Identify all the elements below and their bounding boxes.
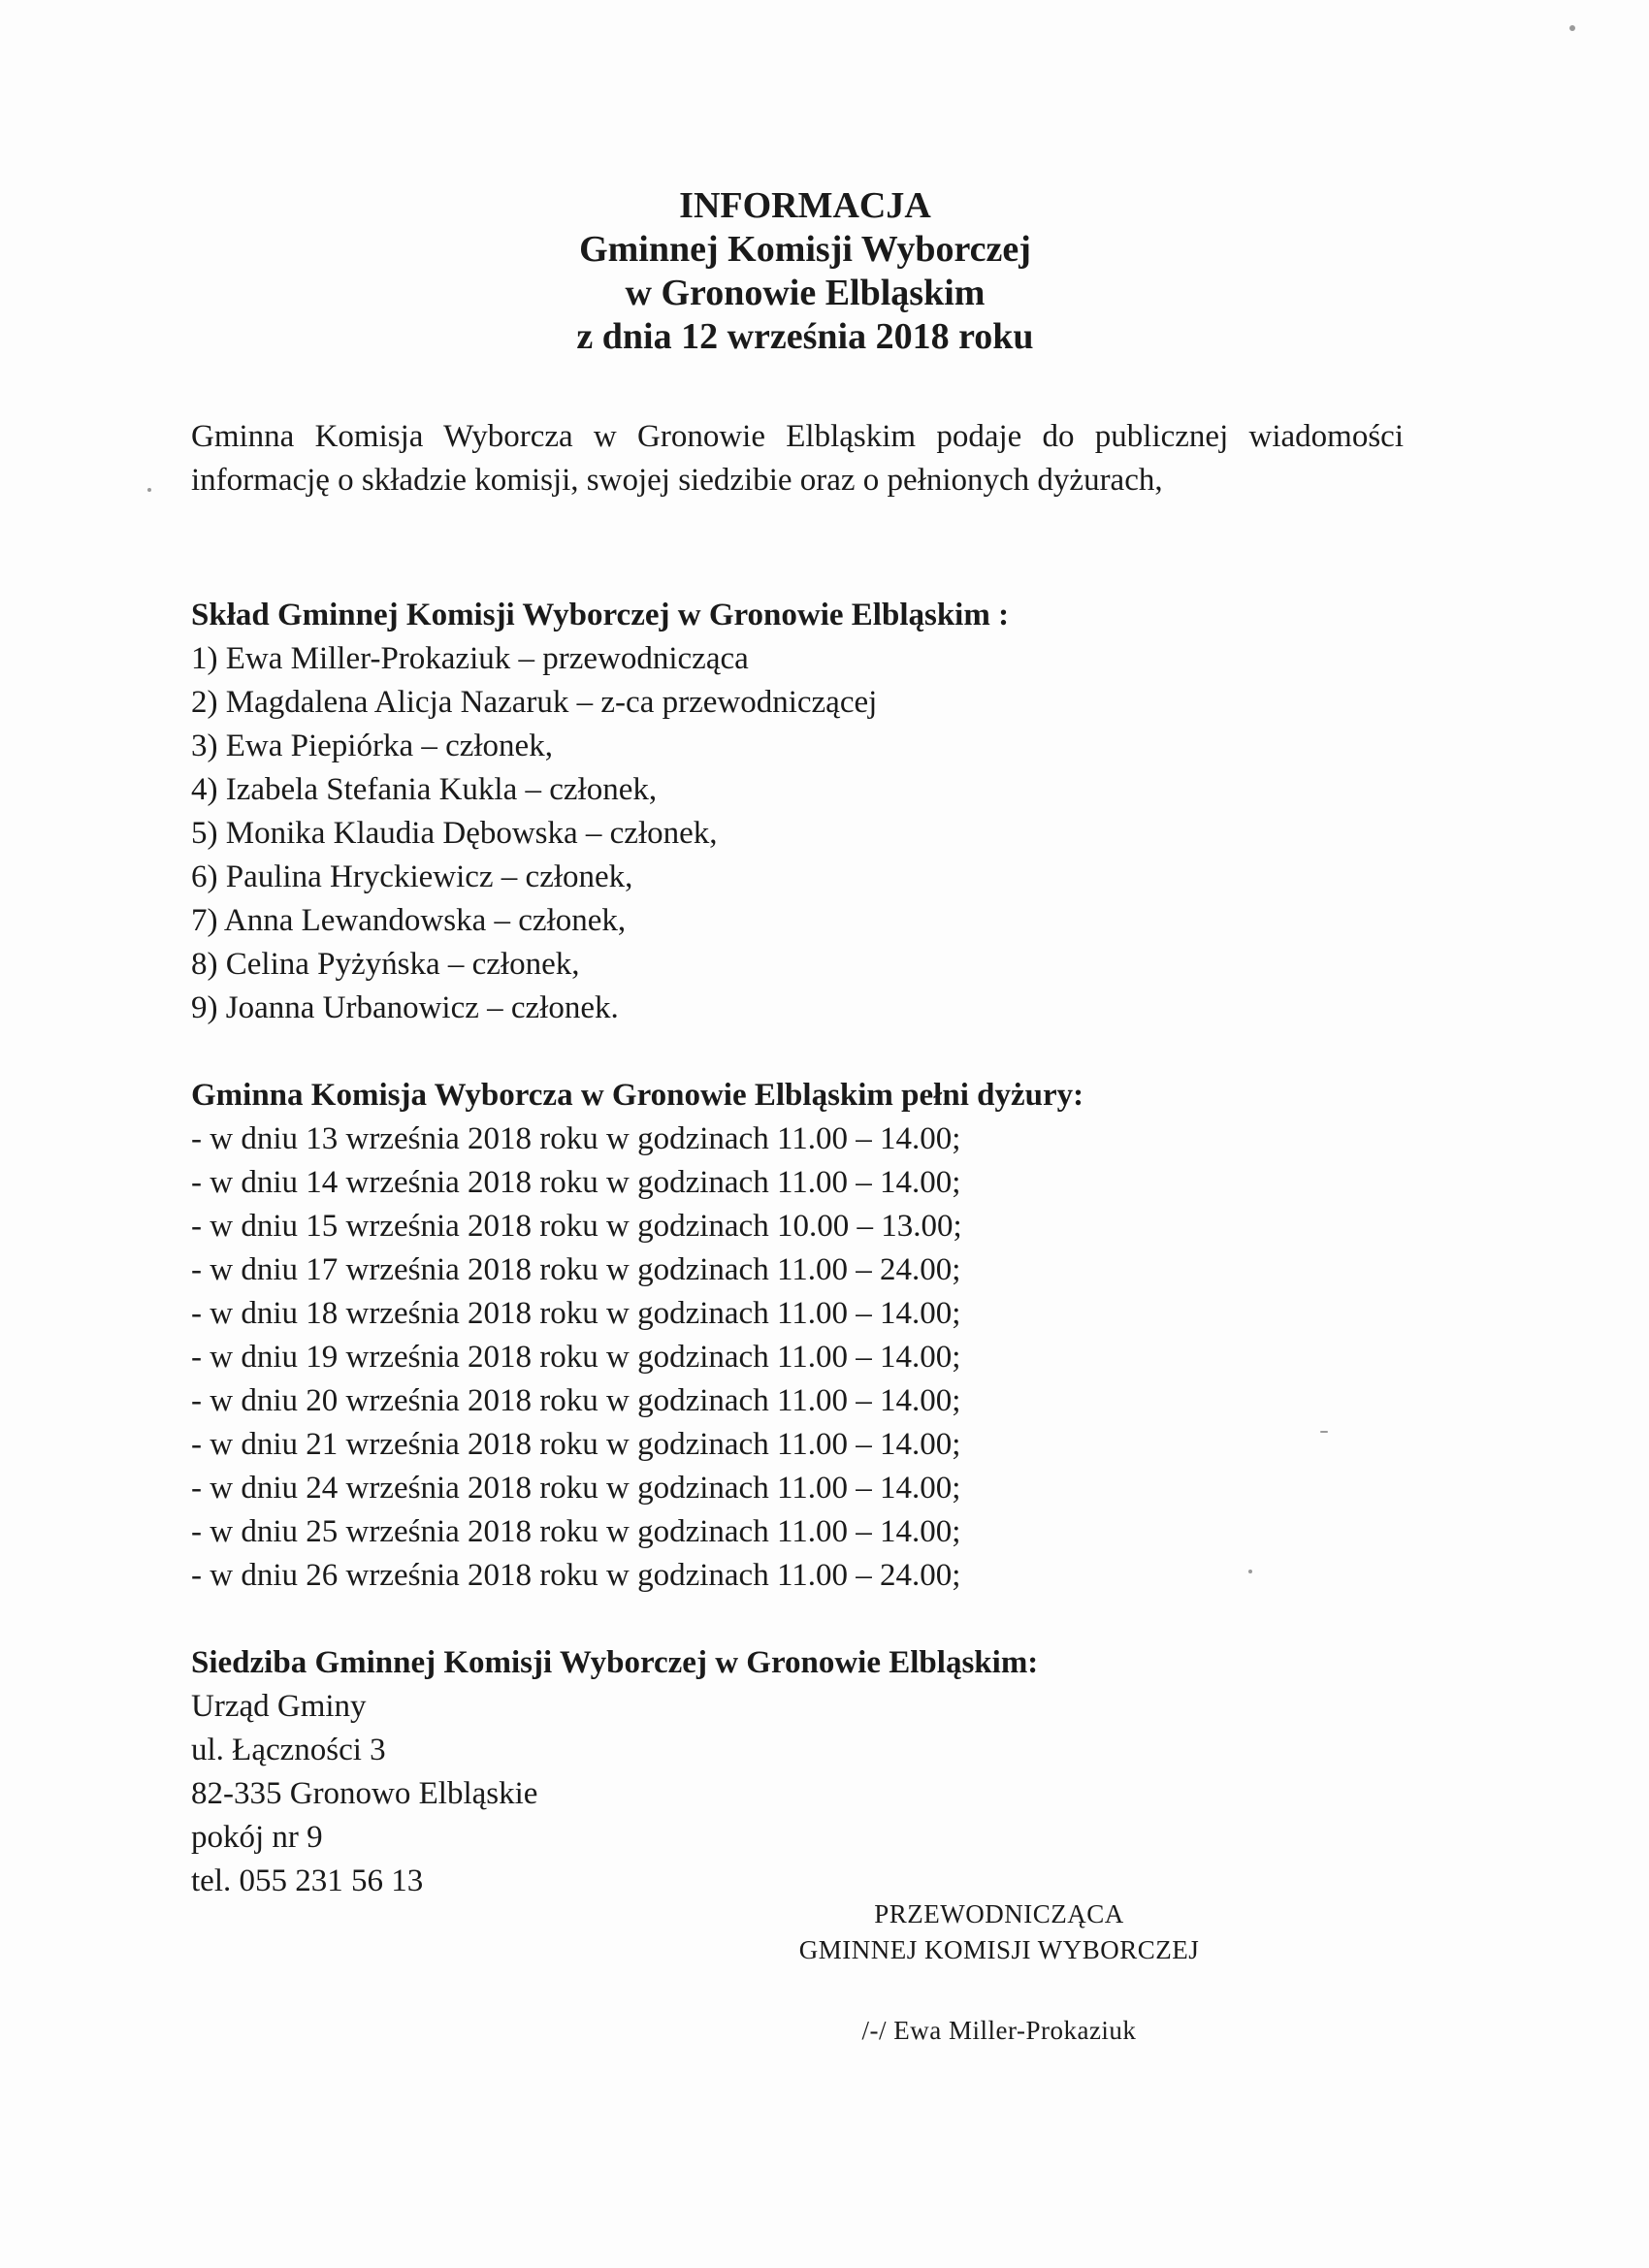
duty-item: - w dniu 14 września 2018 roku w godzinach 11.00 – 14.00; — [191, 1165, 961, 1200]
duty-item: - w dniu 21 września 2018 roku w godzinach 11.00 – 14.00; — [191, 1427, 961, 1462]
seat-room: pokój nr 9 — [191, 1820, 323, 1855]
member-item: 2) Magdalena Alicja Nazaruk – z-ca przewodniczącej — [191, 685, 878, 720]
duty-title: Gminna Komisja Wyborcza w Gronowie Elbląskim pełni dyżury: — [191, 1078, 1084, 1113]
scan-speck — [1569, 25, 1575, 31]
scan-speck — [1248, 1570, 1252, 1573]
seat-section — [191, 1641, 1452, 1903]
member-item: 6) Paulina Hryckiewicz – członek, — [191, 859, 633, 894]
duty-item: - w dniu 20 września 2018 roku w godzinach 11.00 – 14.00; — [191, 1383, 961, 1418]
duty-item: - w dniu 24 września 2018 roku w godzinach 11.00 – 14.00; — [191, 1471, 961, 1506]
member-item: 3) Ewa Piepiórka – członek, — [191, 729, 553, 763]
members-title: Skład Gminnej Komisji Wyborczej w Gronowie Elbląskim : — [191, 598, 1010, 632]
member-item: 7) Anna Lewandowska – członek, — [191, 903, 627, 938]
duty-item: - w dniu 19 września 2018 roku w godzinach 11.00 – 14.00; — [191, 1340, 961, 1375]
header-issuer: Gminnej Komisji Wyborczej — [579, 229, 1031, 270]
scan-speck — [1320, 1431, 1328, 1433]
duty-list — [191, 1118, 1452, 1598]
member-item: 9) Joanna Urbanowicz – członek. — [191, 990, 619, 1025]
duty-item: - w dniu 18 września 2018 roku w godzinach 11.00 – 14.00; — [191, 1296, 961, 1331]
member-item: 5) Monika Klaudia Dębowska – członek, — [191, 816, 718, 851]
duty-item: - w dniu 17 września 2018 roku w godzinach 11.00 – 24.00; — [191, 1252, 961, 1287]
duty-item: - w dniu 26 września 2018 roku w godzinach 11.00 – 24.00; — [191, 1558, 961, 1593]
duty-section — [191, 1074, 1452, 1598]
duty-item: - w dniu 15 września 2018 roku w godzinach 10.00 – 13.00; — [191, 1209, 962, 1244]
header-date: z dnia 12 września 2018 roku — [576, 316, 1034, 357]
seat-address — [191, 1685, 1452, 1903]
members-section — [191, 594, 1452, 1030]
member-item: 8) Celina Pyżyńska – członek, — [191, 947, 580, 982]
member-item: 4) Izabela Stefania Kukla – członek, — [191, 772, 658, 807]
seat-city: 82-335 Gronowo Elbląskie — [191, 1776, 538, 1811]
document-header — [0, 184, 1610, 359]
seat-street: ul. Łączności 3 — [191, 1733, 386, 1767]
scan-speck — [147, 488, 151, 492]
header-title: INFORMACJA — [679, 185, 931, 226]
duty-item: - w dniu 25 września 2018 roku w godzinach 11.00 – 14.00; — [191, 1514, 961, 1549]
member-item: 1) Ewa Miller-Prokaziuk – przewodnicząca — [191, 641, 749, 676]
seat-office: Urząd Gminy — [191, 1689, 367, 1724]
seat-title: Siedziba Gminnej Komisji Wyborczej w Gronowie Elbląskim: — [191, 1645, 1039, 1680]
header-location: w Gronowie Elbląskim — [625, 273, 986, 313]
duty-item: - w dniu 13 września 2018 roku w godzinach 11.00 – 14.00; — [191, 1121, 961, 1156]
signature-role — [679, 1896, 1319, 1968]
signature-role-line2: GMINNEJ KOMISJI WYBORCZEJ — [798, 1935, 1200, 1964]
members-list — [191, 637, 1452, 1030]
intro-paragraph: Gminna Komisja Wyborcza w Gronowie Elbląskim podaje do publicznej wiadomości informację o składzie komisji, swojej siedzibie oraz o pełnionych dyżurach, — [191, 419, 1404, 498]
seat-phone: tel. 055 231 56 13 — [191, 1863, 424, 1898]
signature-role-line1: PRZEWODNICZĄCA — [874, 1899, 1124, 1928]
signature-name: /-/ Ewa Miller-Prokaziuk — [861, 2016, 1137, 2045]
